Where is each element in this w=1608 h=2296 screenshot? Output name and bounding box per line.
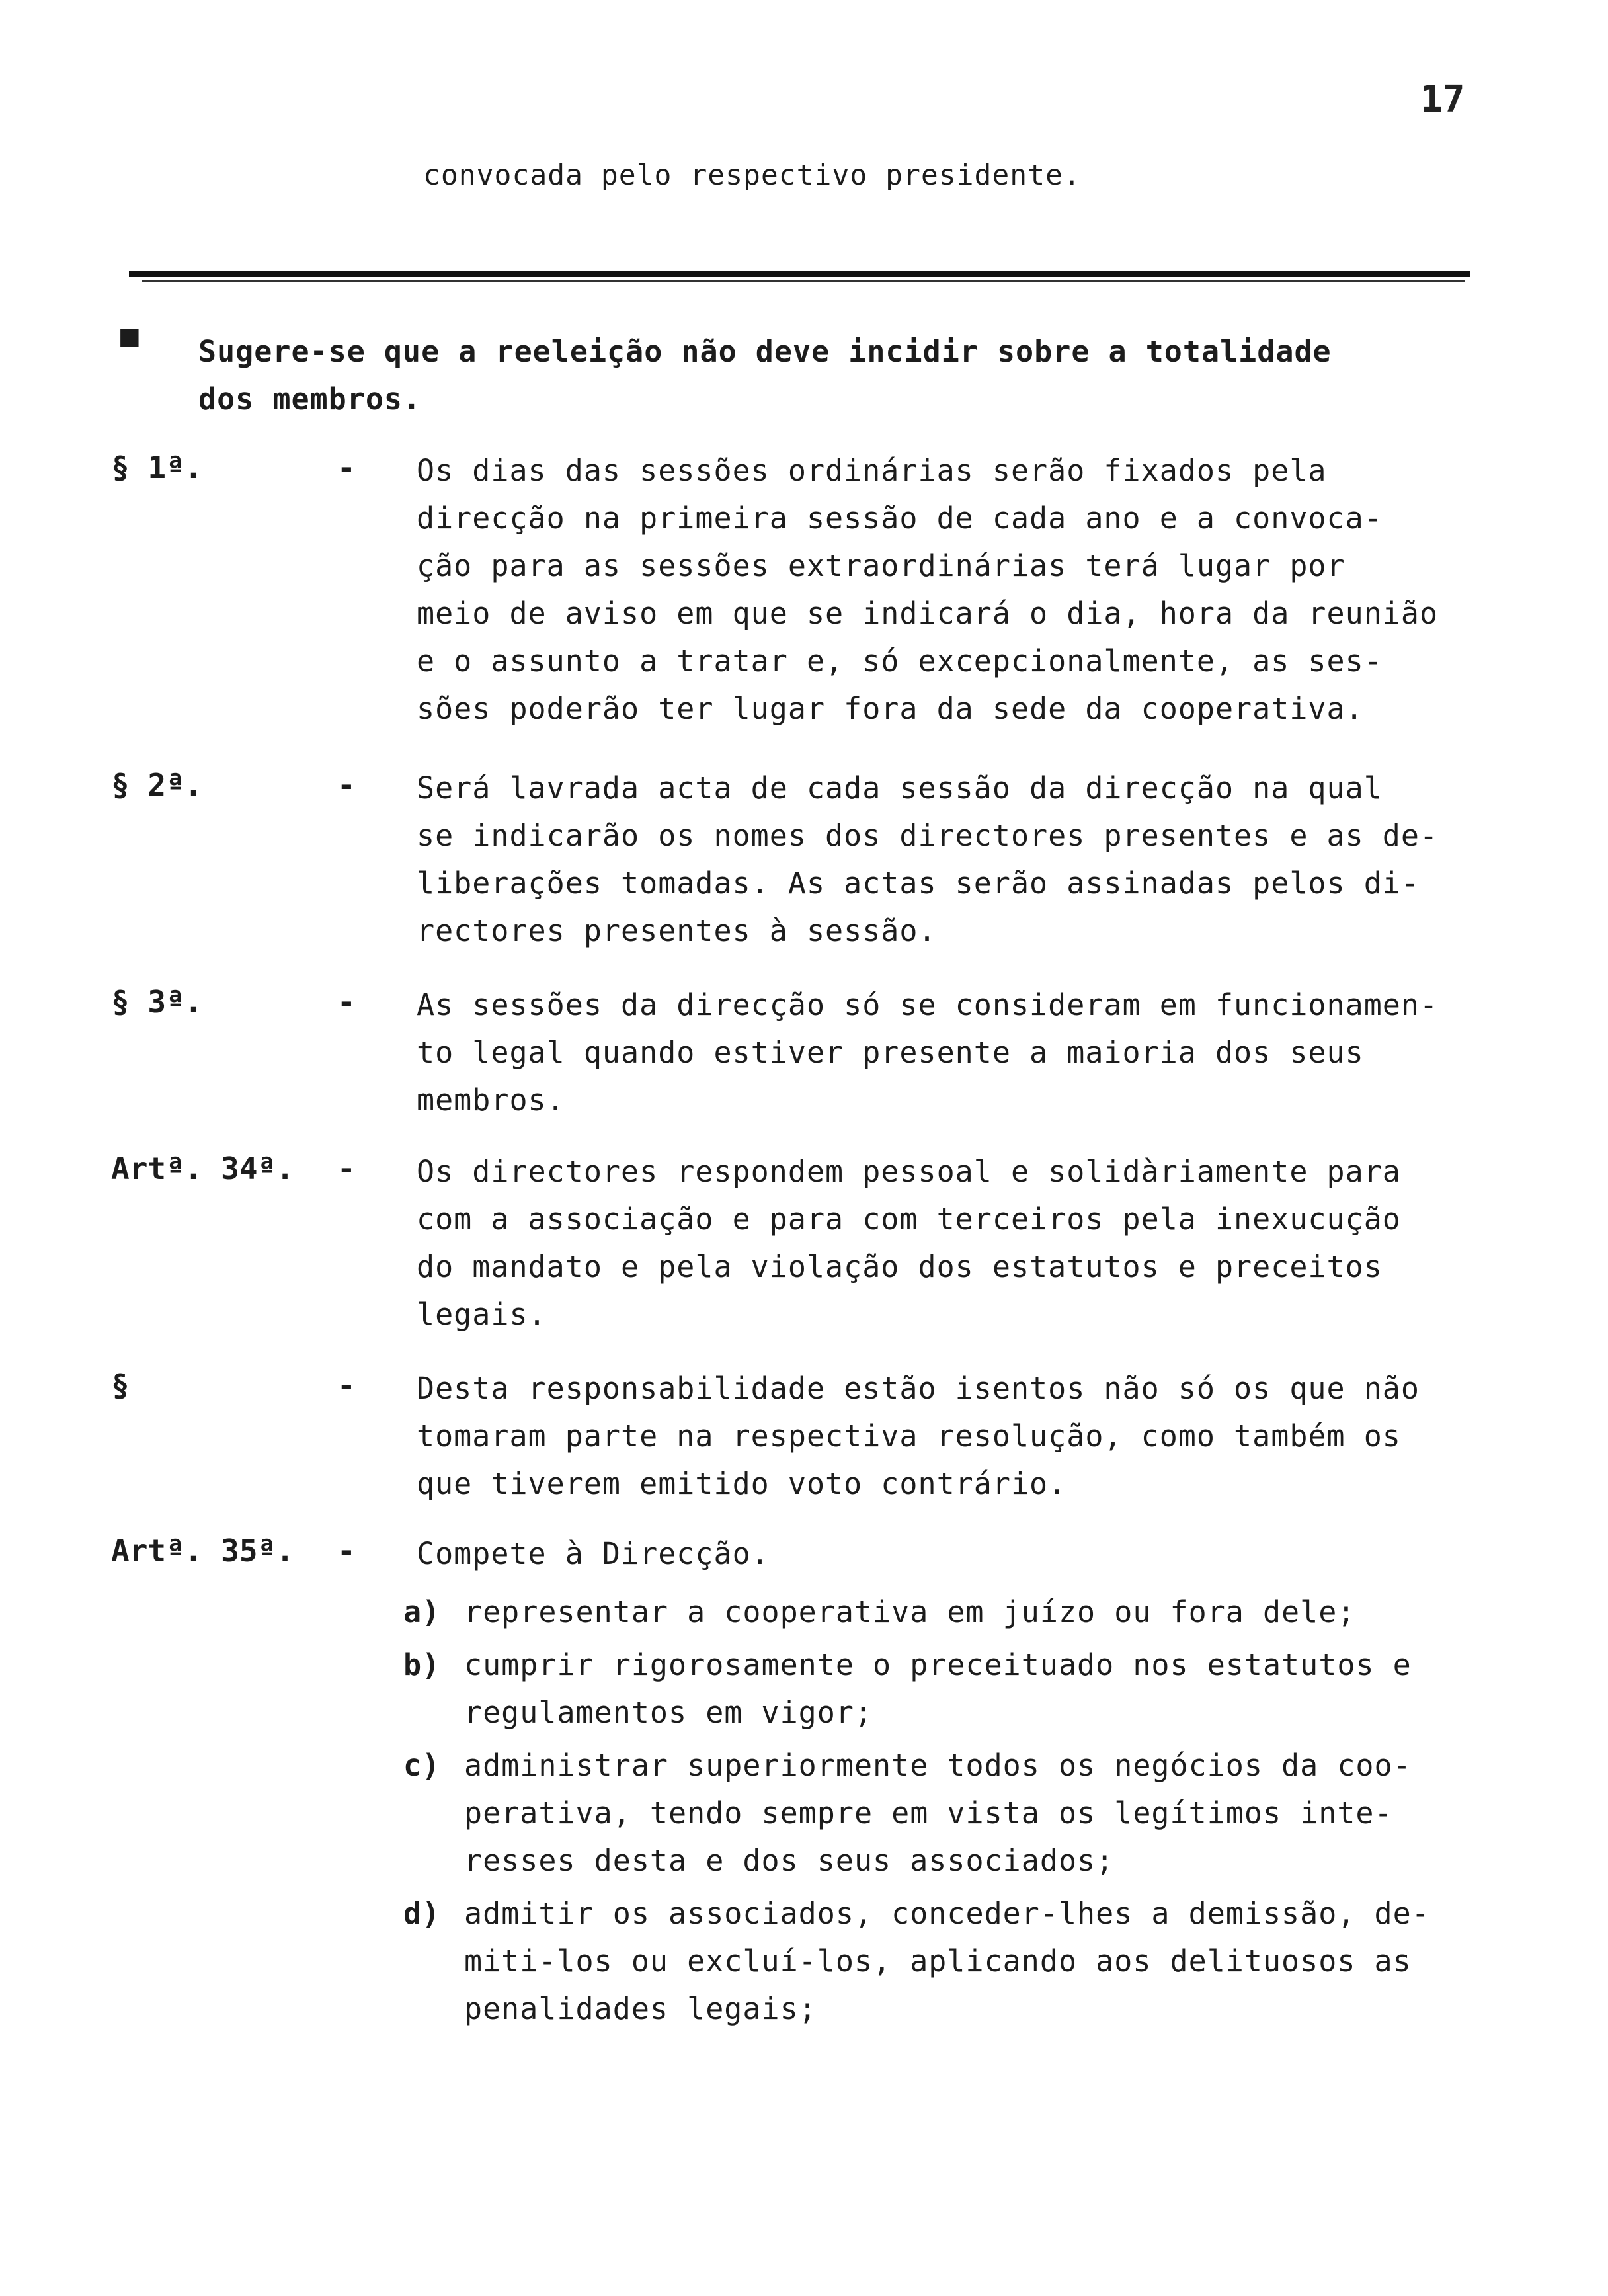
- separator-rule: [129, 271, 1470, 277]
- page-number: 17: [1420, 78, 1465, 121]
- text-line: admitir os associados, conceder-lhes a demissão, de-: [464, 1896, 1430, 1931]
- item-marker: a): [403, 1594, 441, 1629]
- text-line: to legal quando estiver presente a maioria dos seus: [417, 1035, 1364, 1070]
- section-dash: -: [337, 1368, 356, 1403]
- list-item: [403, 1742, 1554, 1885]
- section-label: § 2ª.: [111, 767, 203, 803]
- text-line: rectores presentes à sessão.: [417, 913, 937, 948]
- article-text: [417, 1530, 1554, 1578]
- text-line: tomaram parte na respectiva resolução, como também os: [417, 1418, 1401, 1454]
- text-line: perativa, tendo sempre em vista os legítimos inte-: [464, 1795, 1393, 1830]
- article-text: [417, 1148, 1554, 1338]
- list-item: [403, 1641, 1554, 1737]
- text-line: As sessões da direcção só se consideram em funcionamen-: [417, 987, 1439, 1022]
- text-line: Será lavrada acta de cada sessão da direcção na qual: [417, 770, 1383, 805]
- text-line: com a associação e para com terceiros pela inexucução: [417, 1202, 1401, 1237]
- text-line: Compete à Direcção.: [417, 1536, 770, 1571]
- text-line: meio de aviso em que se indicará o dia, hora da reunião: [417, 596, 1439, 631]
- item-marker: d): [403, 1896, 441, 1931]
- text-line: e o assunto a tratar e, só excepcionalmente, as ses-: [417, 643, 1383, 678]
- text-line: administrar superiormente todos os negócios da coo-: [464, 1748, 1412, 1783]
- text-line: direcção na primeira sessão de cada ano e a convoca-: [417, 501, 1383, 536]
- section-text: [417, 447, 1554, 733]
- article-dash: -: [337, 1533, 356, 1569]
- footnote: [198, 328, 1468, 423]
- section-dash: -: [337, 984, 356, 1020]
- section-label: § 3ª.: [111, 984, 203, 1020]
- text-line: representar a cooperativa em juízo ou fora dele;: [464, 1594, 1356, 1629]
- text-line: cumprir rigorosamente o preceituado nos estatutos e: [464, 1647, 1412, 1682]
- text-line: legais.: [417, 1297, 547, 1332]
- separator-rule-thin: [142, 280, 1465, 282]
- footnote-line: Sugere-se que a reeleição não deve incidir sobre a totalidade: [198, 334, 1332, 369]
- item-marker: c): [403, 1748, 441, 1783]
- text-line: penalidades legais;: [464, 1991, 817, 2026]
- section-dash: -: [337, 767, 356, 803]
- text-line: regulamentos em vigor;: [464, 1695, 873, 1730]
- section-label: §: [111, 1368, 130, 1403]
- footnote-marker: ■: [120, 317, 139, 353]
- section-text: [417, 981, 1554, 1124]
- continuation-line: convocada pelo respectivo presidente.: [423, 159, 1081, 192]
- article-label: Artª. 34ª.: [111, 1151, 294, 1186]
- text-line: do mandato e pela violação dos estatutos e preceitos: [417, 1249, 1383, 1284]
- text-line: Os dias das sessões ordinárias serão fixados pela: [417, 453, 1327, 488]
- text-line: membros.: [417, 1083, 565, 1118]
- text-line: Os directores respondem pessoal e solidàriamente para: [417, 1154, 1401, 1189]
- list-item: [403, 1890, 1554, 2033]
- section-text: [417, 1365, 1554, 1508]
- item-marker: b): [403, 1647, 441, 1682]
- text-line: Desta responsabilidade estão isentos não só os que não: [417, 1371, 1420, 1406]
- text-line: ção para as sessões extraordinárias terá lugar por: [417, 548, 1346, 583]
- text-line: miti-los ou excluí-los, aplicando aos delituosos as: [464, 1944, 1412, 1979]
- text-line: liberações tomadas. As actas serão assinadas pelos di-: [417, 866, 1420, 901]
- section-dash: -: [337, 450, 356, 485]
- list-item: [403, 1588, 1554, 1636]
- article-35-items: [403, 1588, 1554, 2038]
- section-text: [417, 764, 1554, 955]
- text-line: se indicarão os nomes dos directores presentes e as de-: [417, 818, 1439, 853]
- text-line: sões poderão ter lugar fora da sede da cooperativa.: [417, 691, 1364, 726]
- article-dash: -: [337, 1151, 356, 1186]
- section-label: § 1ª.: [111, 450, 203, 485]
- footnote-line: dos membros.: [198, 382, 422, 417]
- text-line: resses desta e dos seus associados;: [464, 1843, 1115, 1878]
- text-line: que tiverem emitido voto contrário.: [417, 1466, 1067, 1501]
- article-label: Artª. 35ª.: [111, 1533, 294, 1569]
